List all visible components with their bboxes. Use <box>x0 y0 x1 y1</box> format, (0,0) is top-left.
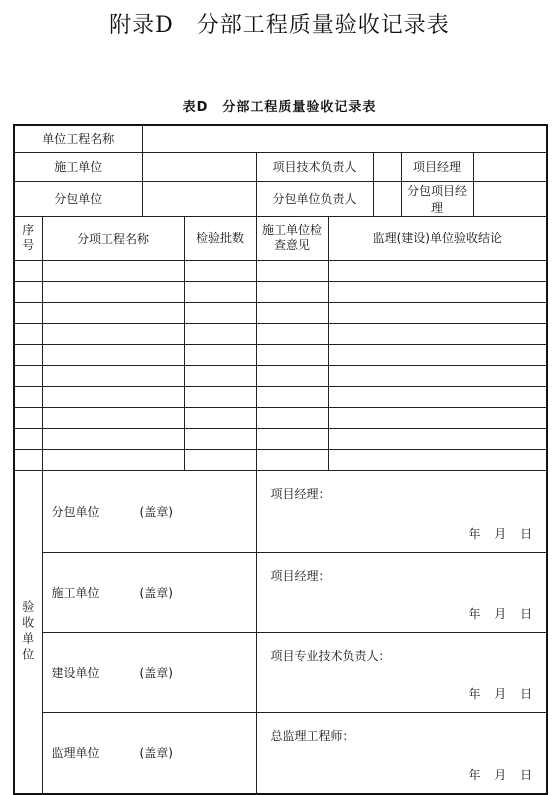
row-batch-count-cell[interactable] <box>184 344 256 365</box>
row-construction-opinion-cell[interactable] <box>256 386 328 407</box>
acceptance-row <box>14 712 547 794</box>
unit-project-name-value[interactable] <box>142 125 547 152</box>
signer-label: 项目经理： <box>270 568 331 583</box>
table-row <box>14 449 547 470</box>
table-row <box>14 365 547 386</box>
table-caption: 表D 分部工程质量验收记录表 <box>182 100 377 115</box>
acceptance-rows <box>14 470 547 794</box>
row-supervision-conclusion-cell[interactable] <box>328 260 547 281</box>
subcontract-pm-label: 分包项目经理 <box>401 181 473 216</box>
signer-label: 项目经理： <box>270 486 331 501</box>
row-batch-count-cell[interactable] <box>184 407 256 428</box>
seal-label: (盖章) <box>139 504 173 519</box>
row-supervision-conclusion-cell[interactable] <box>328 323 547 344</box>
row-construction-opinion-cell[interactable] <box>256 260 328 281</box>
row-seq-cell[interactable] <box>14 449 42 470</box>
row-supervision-conclusion-cell[interactable] <box>328 407 547 428</box>
row-seq-cell[interactable] <box>14 344 42 365</box>
row-seq-cell[interactable] <box>14 428 42 449</box>
acceptance-unit-cell <box>42 552 256 632</box>
row-seq-cell[interactable] <box>14 323 42 344</box>
seal-label: (盖章) <box>139 585 173 600</box>
row-construction-opinion-cell[interactable] <box>256 302 328 323</box>
construction-opinion-header: 施工单位检查意见 <box>256 216 328 260</box>
table-row <box>14 344 547 365</box>
table-row <box>14 323 547 344</box>
row-batch-count-cell[interactable] <box>184 281 256 302</box>
row-construction-opinion-cell[interactable] <box>256 428 328 449</box>
row-seq-cell[interactable] <box>14 281 42 302</box>
row-subitem-name-cell[interactable] <box>42 428 184 449</box>
acceptance-unit-name: 监理单位 <box>51 746 100 761</box>
row-subitem-name-cell[interactable] <box>42 365 184 386</box>
row-batch-count-cell[interactable] <box>184 428 256 449</box>
row-supervision-conclusion-cell[interactable] <box>328 344 547 365</box>
subcontract-lead-label: 分包单位负责人 <box>256 181 373 216</box>
acceptance-signature-cell[interactable] <box>256 470 547 552</box>
acceptance-unit-cell <box>42 632 256 712</box>
table-row <box>14 386 547 407</box>
date-label: 年 月 日 <box>468 526 533 541</box>
row-batch-count-cell[interactable] <box>184 260 256 281</box>
acceptance-unit-name: 建设单位 <box>51 665 100 680</box>
acceptance-row <box>14 552 547 632</box>
row-subitem-name-cell[interactable] <box>42 449 184 470</box>
subcontract-pm-value[interactable] <box>473 181 547 216</box>
row-construction-opinion-cell[interactable] <box>256 281 328 302</box>
row-seq-cell[interactable] <box>14 365 42 386</box>
row-supervision-conclusion-cell[interactable] <box>328 365 547 386</box>
row-subitem-name-cell[interactable] <box>42 386 184 407</box>
row-batch-count-cell[interactable] <box>184 323 256 344</box>
page-title: 附录D 分部工程质量验收记录表 <box>109 13 450 38</box>
acceptance-unit-label <box>14 470 42 794</box>
row-subitem-name-cell[interactable] <box>42 323 184 344</box>
date-label: 年 月 日 <box>468 768 533 782</box>
row-construction-opinion-cell[interactable] <box>256 449 328 470</box>
supervision-conclusion-header: 监理(建设)单位验收结论 <box>328 216 547 260</box>
row-subitem-name-cell[interactable] <box>42 407 184 428</box>
signer-label: 项目专业技术负责人： <box>270 648 391 663</box>
row-supervision-conclusion-cell[interactable] <box>328 449 547 470</box>
batch-count-header: 检验批数 <box>184 216 256 260</box>
tech-lead-value[interactable] <box>373 152 401 181</box>
acceptance-row <box>14 632 547 712</box>
row-seq-cell[interactable] <box>14 302 42 323</box>
acceptance-signature-cell[interactable] <box>256 712 547 794</box>
row-batch-count-cell[interactable] <box>184 302 256 323</box>
row-construction-opinion-cell[interactable] <box>256 407 328 428</box>
table-row <box>14 428 547 449</box>
row-seq-cell[interactable] <box>14 260 42 281</box>
tech-lead-label: 项目技术负责人 <box>256 152 373 181</box>
row-construction-opinion-cell[interactable] <box>256 323 328 344</box>
row-construction-opinion-cell[interactable] <box>256 365 328 386</box>
row-supervision-conclusion-cell[interactable] <box>328 428 547 449</box>
acceptance-record-table <box>13 124 548 795</box>
subcontract-lead-value[interactable] <box>373 181 401 216</box>
project-manager-value[interactable] <box>473 152 547 181</box>
seq-header: 序号 <box>14 216 42 260</box>
row-batch-count-cell[interactable] <box>184 365 256 386</box>
project-manager-label: 项目经理 <box>401 152 473 181</box>
acceptance-unit-label-text: 验收单位 <box>20 599 35 664</box>
subitem-name-header: 分项工程名称 <box>42 216 184 260</box>
date-label: 年 月 日 <box>468 686 533 701</box>
acceptance-unit-cell <box>42 470 256 552</box>
date-label: 年 月 日 <box>468 606 533 621</box>
table-row <box>14 281 547 302</box>
row-subitem-name-cell[interactable] <box>42 260 184 281</box>
data-rows <box>14 260 547 470</box>
table-row <box>14 407 547 428</box>
row-subitem-name-cell[interactable] <box>42 302 184 323</box>
row-batch-count-cell[interactable] <box>184 449 256 470</box>
table-row <box>14 302 547 323</box>
acceptance-unit-name: 分包单位 <box>51 504 100 519</box>
row-seq-cell[interactable] <box>14 386 42 407</box>
acceptance-unit-name: 施工单位 <box>51 585 100 600</box>
subcontract-unit-label: 分包单位 <box>14 181 142 216</box>
construction-unit-label: 施工单位 <box>14 152 142 181</box>
row-supervision-conclusion-cell[interactable] <box>328 302 547 323</box>
row-supervision-conclusion-cell[interactable] <box>328 281 547 302</box>
row-batch-count-cell[interactable] <box>184 386 256 407</box>
acceptance-signature-cell[interactable] <box>256 632 547 712</box>
acceptance-row <box>14 470 547 552</box>
acceptance-unit-cell <box>42 712 256 794</box>
subcontract-unit-value[interactable] <box>142 181 256 216</box>
seal-label: (盖章) <box>139 665 173 680</box>
seal-label: (盖章) <box>139 746 173 761</box>
table-row <box>14 260 547 281</box>
signer-label: 总监理工程师： <box>270 728 355 743</box>
row-supervision-conclusion-cell[interactable] <box>328 386 547 407</box>
row-seq-cell[interactable] <box>14 407 42 428</box>
acceptance-signature-cell[interactable] <box>256 552 547 632</box>
construction-unit-value[interactable] <box>142 152 256 181</box>
unit-project-name-label: 单位工程名称 <box>14 125 142 152</box>
row-subitem-name-cell[interactable] <box>42 344 184 365</box>
row-construction-opinion-cell[interactable] <box>256 344 328 365</box>
row-subitem-name-cell[interactable] <box>42 281 184 302</box>
